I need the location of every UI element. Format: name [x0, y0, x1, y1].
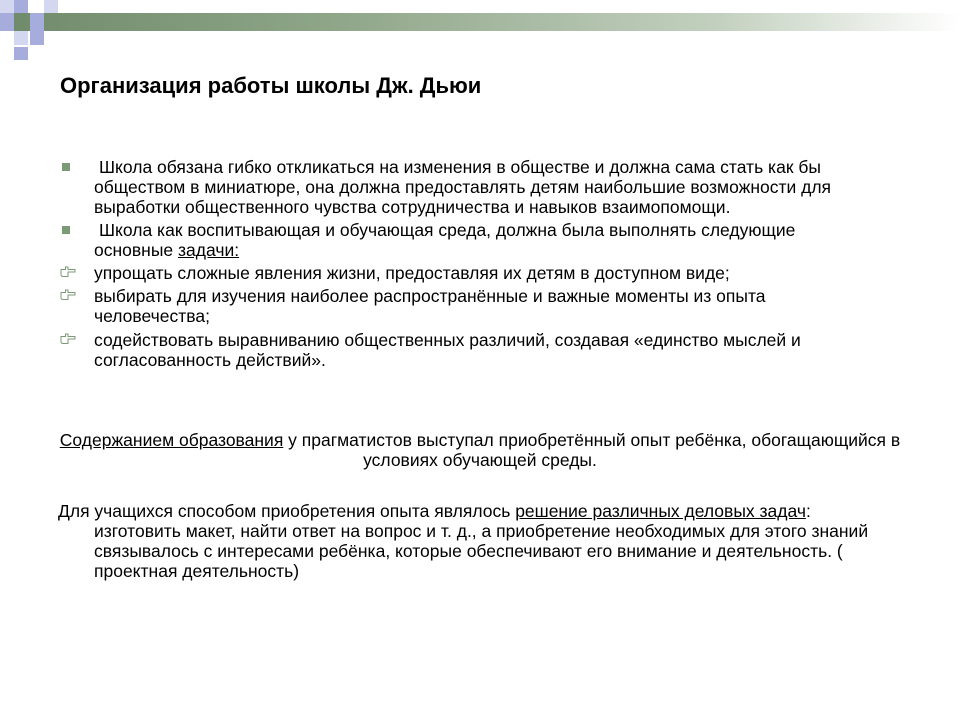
underlined-text: Содержанием образования: [59, 430, 284, 450]
bullet-text: упрощать сложные явления жизни, предоставляя их детям в доступном виде;: [94, 263, 730, 283]
learning-method-paragraph: [58, 501, 894, 581]
decorative-square: [30, 13, 44, 31]
pointing-hand-icon: [60, 289, 78, 302]
bullet-text: Школа обязана гибко откликаться на изменения в обществе и должна сама стать как бы обществом в миниатюре, она должна предоставлять детям наибольшие возможности для выработки общественного чувства сотрудничества и навыков взаимопомощи.: [94, 157, 832, 217]
list-item: [60, 286, 860, 326]
square-bullet-icon: [62, 226, 70, 234]
list-item: [60, 263, 860, 283]
bullet-text: Школа как воспитывающая и обучающая среда, должна была выполнять следующие основные: [94, 220, 796, 260]
square-bullet-icon: [62, 163, 70, 171]
header-gradient-bar: [0, 13, 960, 31]
decorative-square: [0, 13, 14, 31]
paragraph-text: : изготовить макет, найти ответ на вопрос и т. д., а приобретение необходимых для этого знаний связывалось с интересами ребёнка, которые обеспечивают его внимание и деятельность. ( проектная деятельность): [94, 501, 869, 581]
list-item: [60, 330, 860, 370]
decorative-square: [14, 31, 28, 45]
underlined-text: задачи:: [178, 240, 240, 260]
slide-title: Организация работы школы Дж. Дьюи: [60, 73, 482, 98]
decorative-square: [30, 31, 44, 45]
list-item: [60, 157, 860, 217]
decorative-square: [44, 0, 58, 13]
list-item: [60, 220, 860, 260]
underlined-text: решение различных деловых задач: [515, 501, 806, 521]
pointing-hand-icon: [60, 266, 78, 279]
bullet-list: [60, 157, 860, 370]
bullet-text: содействовать выравниванию общественных различий, создавая «единство мыслей и согласованность действий».: [94, 330, 801, 370]
decorative-square: [14, 47, 28, 60]
paragraph-text: Для учащихся способом приобретения опыта являлось: [58, 501, 516, 521]
paragraph-text: у прагматистов выступал приобретённый опыт ребёнка, обогащающийся в условиях обучающей среды.: [283, 430, 901, 470]
decorative-square: [14, 0, 28, 13]
education-content-paragraph: [48, 430, 912, 470]
pointing-hand-icon: [60, 333, 78, 346]
decorative-square: [0, 0, 14, 13]
bullet-text: выбирать для изучения наиболее распространённые и важные моменты из опыта человечества;: [94, 286, 766, 326]
